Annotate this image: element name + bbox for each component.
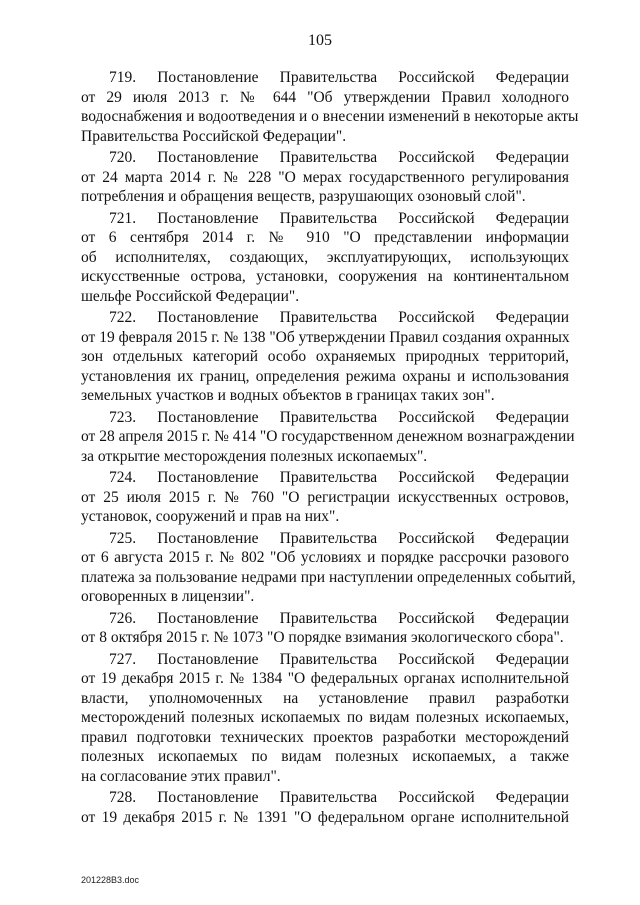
entry-line: правил подготовки технических проектов разработки месторождений <box>81 728 569 746</box>
entry-line: шельфе Российской Федерации". <box>81 287 300 305</box>
footer-filename: 201228В3.doc <box>81 875 140 885</box>
entry-line: зон отдельных категорий особо охраняемых природных территорий, <box>81 348 569 365</box>
entry-line: платежа за пользование недрами при наступлении определенных событий, <box>81 568 576 586</box>
list-item <box>81 468 569 527</box>
entry-line: установок, сооружений и прав на них". <box>81 508 340 525</box>
entry-line: полезных ископаемых по видам полезных ископаемых, а также <box>81 748 569 765</box>
entry-line: потребления и обращения веществ, разрушающих озоновый слой". <box>81 188 526 205</box>
entry-line: 728. Постановление Правительства Российской Федерации <box>109 789 569 806</box>
entry-line: оговоренных в лицензии". <box>81 588 255 605</box>
entry-line: от 19 декабря 2015 г. № 1391 "О федеральном органе исполнительной <box>81 808 569 826</box>
entry-line: 723. Постановление Правительства Российской Федерации <box>109 408 569 426</box>
entry-line: от 24 марта 2014 г. № 228 "О мерах государственного регулирования <box>81 168 569 186</box>
document-body <box>81 68 579 829</box>
list-item <box>81 209 569 307</box>
list-item <box>81 529 576 607</box>
entry-line: от 29 июля 2013 г. № 644 "Об утверждении Правил холодного <box>81 88 569 106</box>
entry-line: водоснабжения и водоотведения и о внесении изменений в некоторые акты <box>81 108 579 125</box>
entry-line: установления их границ, определения режима охраны и использования <box>81 367 569 385</box>
entry-line: от 25 июля 2015 г. № 760 "О регистрации искусственных островов, <box>81 488 569 506</box>
list-item <box>81 148 569 207</box>
entry-line: месторождений полезных ископаемых по видам полезных ископаемых, <box>81 709 569 726</box>
entry-line: 727. Постановление Правительства Российской Федерации <box>109 650 569 668</box>
entry-line: земельных участков и водных объектов в границах таких зон". <box>81 387 495 404</box>
entry-line: 726. Постановление Правительства Российской Федерации <box>109 609 569 627</box>
entry-line: от 19 декабря 2015 г. № 1384 "О федеральных органах исполнительной <box>81 670 569 687</box>
entry-line: 721. Постановление Правительства Российской Федерации <box>109 209 569 227</box>
list-item <box>81 68 579 146</box>
entry-line: за открытие месторождения полезных ископаемых". <box>81 447 428 465</box>
entry-line: власти, уполномоченных на установление правил разработки <box>81 689 569 707</box>
list-item <box>81 308 569 406</box>
page-number: 105 <box>308 32 332 49</box>
entry-line: Правительства Российской Федерации". <box>81 127 347 145</box>
entry-line: 719. Постановление Правительства Российской Федерации <box>109 69 569 86</box>
entry-line: от 19 февраля 2015 г. № 138 "Об утверждении Правил создания охранных <box>81 328 570 346</box>
entry-line: об исполнителях, создающих, эксплуатирующих, использующих <box>81 248 569 266</box>
list-item <box>81 788 569 827</box>
list-item <box>81 609 569 648</box>
entry-line: 720. Постановление Правительства Российской Федерации <box>109 149 569 166</box>
entry-line: 725. Постановление Правительства Российской Федерации <box>109 529 569 547</box>
entry-line: от 8 октября 2015 г. № 1073 "О порядке взимания экологического сбора". <box>81 629 564 646</box>
entry-line: от 6 августа 2015 г. № 802 "Об условиях и порядке рассрочки разового <box>81 549 569 566</box>
entry-line: 722. Постановление Правительства Российской Федерации <box>109 309 569 326</box>
list-item <box>81 408 575 467</box>
entry-line: от 28 апреля 2015 г. № 414 "О государственном денежном вознаграждении <box>81 428 575 445</box>
entry-line: от 6 сентября 2014 г. № 910 "О представлении информации <box>81 229 569 246</box>
entry-line: искусственные острова, установки, сооружения на континентальном <box>81 268 569 285</box>
list-item <box>81 650 569 787</box>
entry-line: 724. Постановление Правительства Российской Федерации <box>109 469 569 486</box>
entry-line: на согласование этих правил". <box>81 767 281 785</box>
